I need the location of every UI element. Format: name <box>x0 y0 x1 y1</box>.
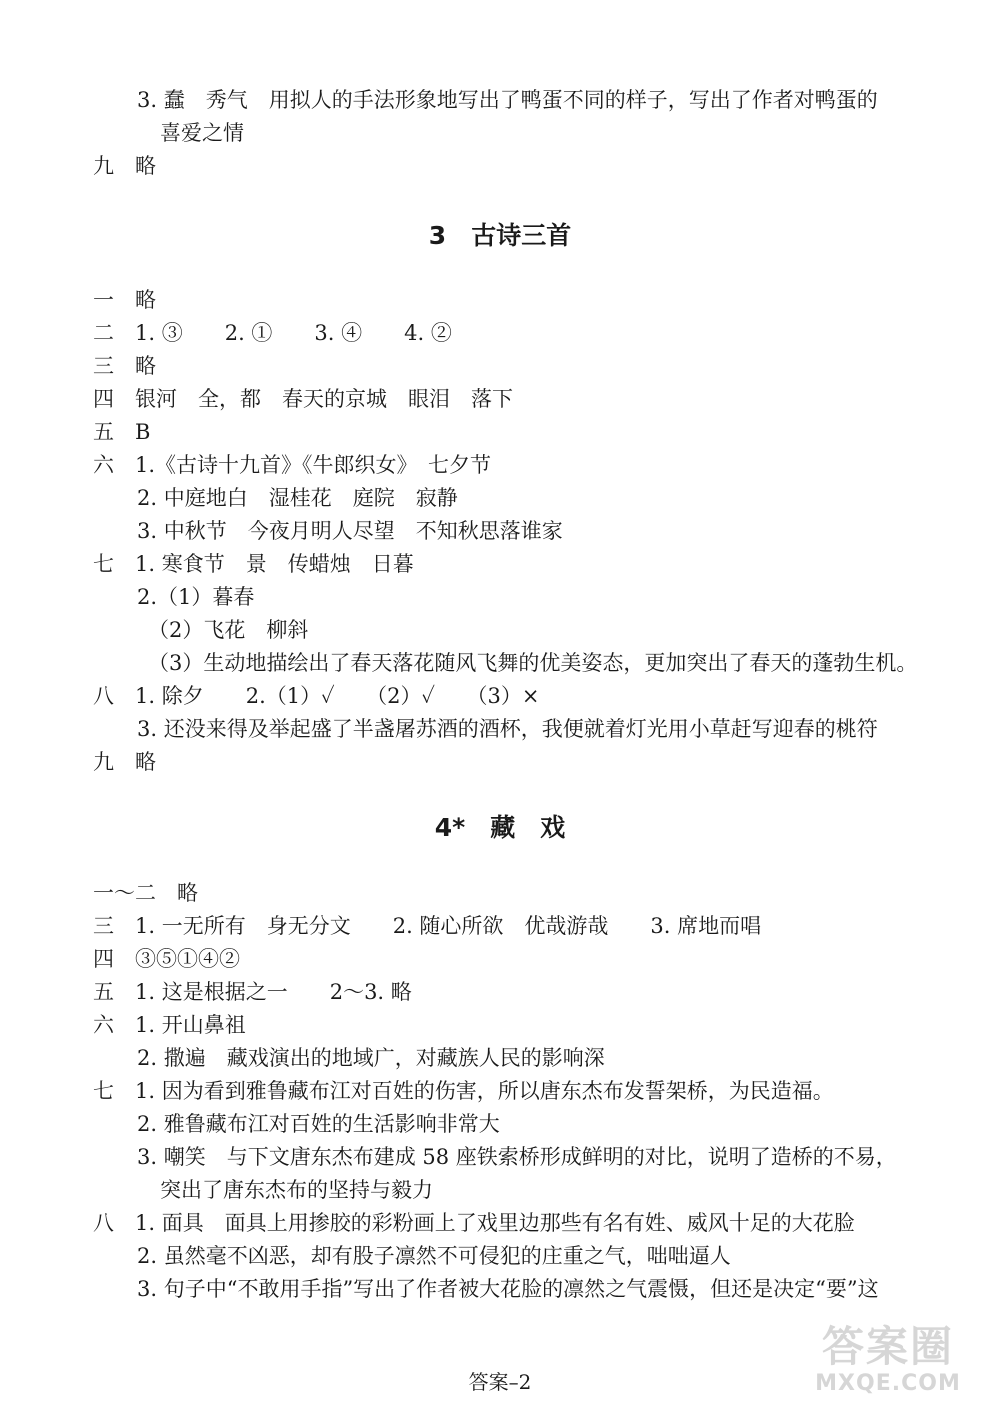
answer-line: 九 略 <box>93 750 156 774</box>
answer-line: 四 银河 全，都 春天的京城 眼泪 落下 <box>93 387 513 411</box>
answer-line: 2. 中庭地白 湿桂花 庭院 寂静 <box>137 486 458 510</box>
watermark-logo <box>790 1323 986 1401</box>
answer-line: 九 略 <box>93 154 156 178</box>
answer-line: 3. 句子中“不敢用手指”写出了作者被大花脸的凛然之气震慑，但还是决定“要”这 <box>137 1277 879 1301</box>
answer-line: 四 ③⑤①④② <box>93 947 240 971</box>
answer-line: 喜爱之情 <box>160 121 244 145</box>
answer-line: 3. 蠢 秀气 用拟人的手法形象地写出了鸭蛋不同的样子，写出了作者对鸭蛋的 <box>137 88 878 112</box>
answer-line: 突出了唐东杰布的坚持与毅力 <box>160 1178 433 1202</box>
answer-line: 2.（1）暮春 <box>137 585 255 609</box>
answer-line: 2. 撒遍 藏戏演出的地域广，对藏族人民的影响深 <box>137 1046 605 1070</box>
answer-line: （3）生动地描绘出了春天落花随风飞舞的优美姿态，更加突出了春天的蓬勃生机。 <box>148 651 918 675</box>
answer-line: 二 1. ③ 2. ① 3. ④ 4. ② <box>93 321 452 345</box>
section-title: 4* 藏 戏 <box>434 813 566 842</box>
answer-line: 2. 雅鲁藏布江对百姓的生活影响非常大 <box>137 1112 500 1136</box>
answer-line: 一～二 略 <box>93 881 198 905</box>
answer-line: 八 1. 面具 面具上用掺胶的彩粉画上了戏里边那些有名有姓、威风十足的大花脸 <box>93 1211 855 1235</box>
answer-line: 六 1.《古诗十九首》《牛郎织女》 七夕节 <box>93 453 492 477</box>
answer-line: 五 B <box>93 420 151 444</box>
answer-line: 七 1. 因为看到雅鲁藏布江对百姓的伤害，所以唐东杰布发誓架桥，为民造福。 <box>93 1079 834 1103</box>
answer-line: 五 1. 这是根据之一 2～3. 略 <box>93 980 412 1004</box>
answer-line: 2. 虽然毫不凶恶，却有股子凛然不可侵犯的庄重之气，咄咄逼人 <box>137 1244 731 1268</box>
answer-line: 3. 还没来得及举起盛了半盏屠苏酒的酒杯，我便就着灯光用小草赶写迎春的桃符 <box>137 717 878 741</box>
answer-line: 八 1. 除夕 2.（1）✓ （2）✓ （3）× <box>93 684 540 708</box>
answer-line: 三 略 <box>93 354 156 378</box>
answer-line: （2）飞花 柳斜 <box>148 618 309 642</box>
answer-line: 3. 中秋节 今夜月明人尽望 不知秋思落谁家 <box>137 519 563 543</box>
answer-line: 七 1. 寒食节 景 传蜡烛 日暮 <box>93 552 414 576</box>
answer-line: 三 1. 一无所有 身无分文 2. 随心所欲 优哉游哉 3. 席地而唱 <box>93 914 762 938</box>
answer-line: 六 1. 开山鼻祖 <box>93 1013 246 1037</box>
watermark-logo-text: 答案圈 <box>821 1322 954 1371</box>
answer-line: 一 略 <box>93 288 156 312</box>
page-number: 答案–2 <box>468 1370 532 1394</box>
answer-line: 3. 嘲笑 与下文唐东杰布建成 58 座铁索桥形成鲜明的对比，说明了造桥的不易， <box>137 1145 897 1169</box>
watermark-url: MXQE.COM <box>815 1371 961 1396</box>
section-title: 3 古诗三首 <box>428 221 572 250</box>
